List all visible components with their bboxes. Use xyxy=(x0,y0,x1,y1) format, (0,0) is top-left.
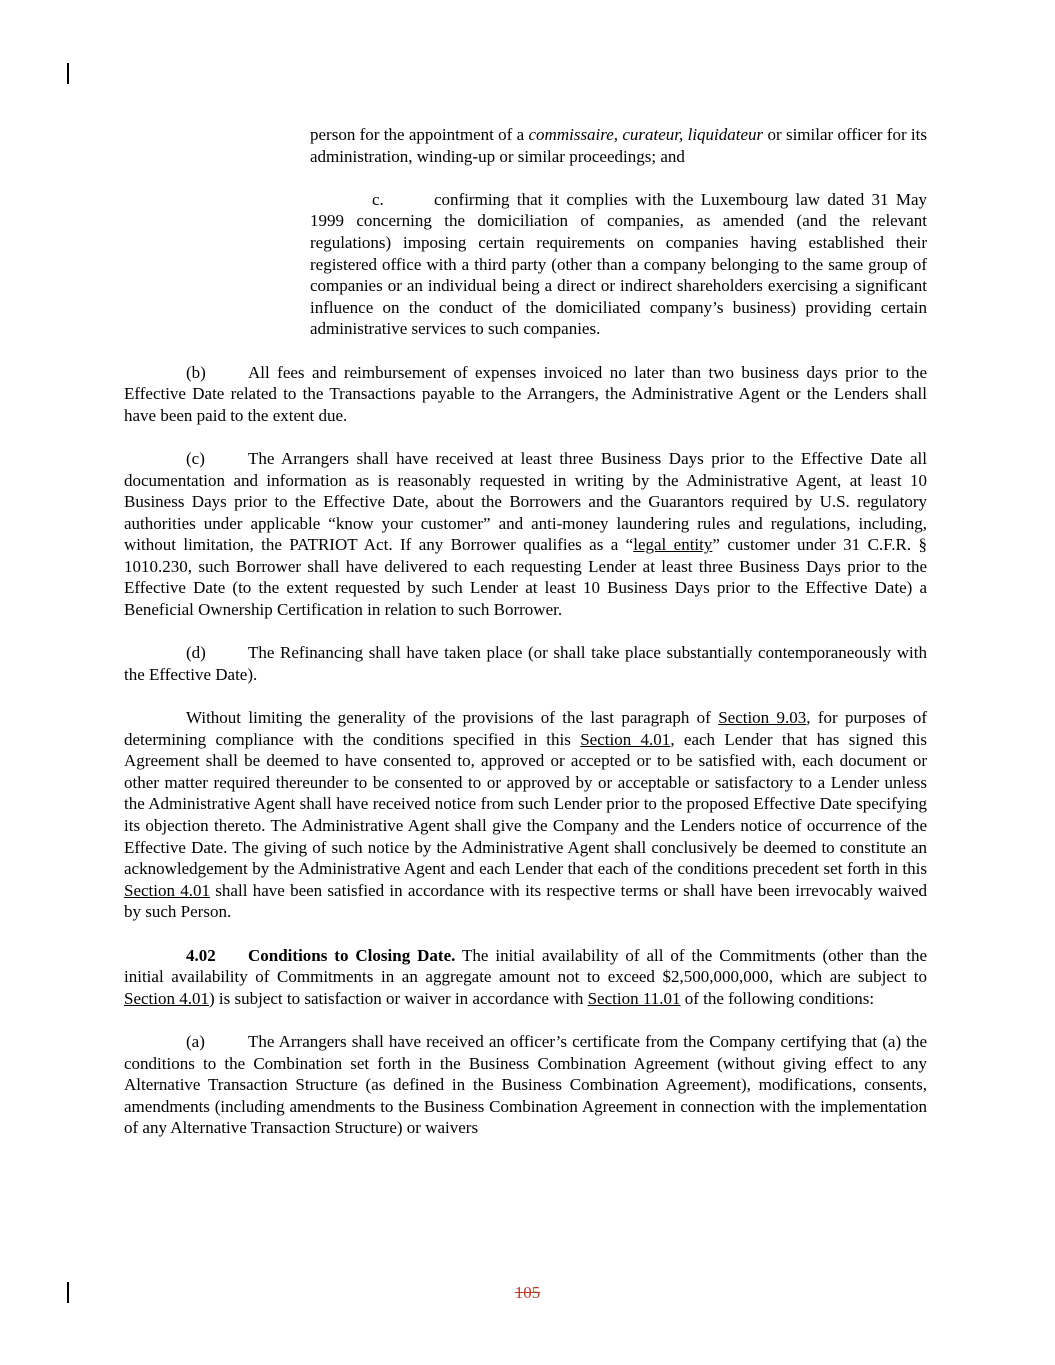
text-run: , for purposes of determining compliance with the conditions specified in this xyxy=(124,708,927,749)
section-heading: Conditions to Closing Date. xyxy=(248,945,456,965)
subclause-c-text: confirming that it complies with the Luxembourg law dated 31 May 1999 concerning the domiciliation of companies, as amended (and the relevant regulations) imposing certain requirements on companies having established their registered office with a third party (other than a company belonging to the same group of companies or an individual being a direct or indirect shareholders exercising a significant influence on the conduct of the domiciliated company’s business) providing certain administrative services to such companies. xyxy=(310,189,927,339)
section-4-02 xyxy=(124,945,927,1010)
section-reference: Section 11.01 xyxy=(587,988,681,1008)
subclause-c-label: c. xyxy=(372,189,384,209)
text-run: , each Lender that has signed this Agreement shall be deemed to have consented to, approved or accepted or to be satisfied with, each document or other matter required thereunder to be consented to or approved by or acceptable or satisfactory to a Lender unless the Administrative Agent shall have received notice from such Lender prior to the proposed Effective Date specifying its objection thereto. The Administrative Agent shall give the Company and the Lenders notice of occurrence of the Effective Date. The giving of such notice by the Administrative Agent shall conclusively be deemed to constitute an acknowledgement by the Administrative Agent and each Lender that each of the conditions precedent set forth in this xyxy=(124,729,927,879)
text-run: ) is subject to satisfaction or waiver in accordance with xyxy=(209,988,588,1008)
change-bar-top xyxy=(67,63,69,84)
text-run: or similar officer for its administration, winding-up or similar proceedings; and xyxy=(310,125,927,166)
document-body xyxy=(124,124,927,1161)
legal-entity-term: legal entity xyxy=(633,535,713,555)
text-run: The initial availability of all of the Commitments (other than the initial availability of Commitments in an aggregate amount not to exceed $2,500,000,000, which are subject to xyxy=(124,945,927,987)
text-run: The Arrangers shall have received at least three Business Days prior to the Effective Date all documentation and information as is reasonably requested in writing by the Administrative Agent, at least 10 Business Days prior to the Effective Date, about the Borrowers and the Guarantors required by U.S. regulatory authorities under applicable “know your customer” and anti-money laundering rules and regulations, including, without limitation, the PATRIOT Act. If any Borrower qualifies as a “ xyxy=(124,448,927,555)
paragraph-d-label: (d) xyxy=(186,643,206,663)
text-run: shall have been satisfied in accordance with its respective terms or shall have been irrevocably waived by such Person. xyxy=(124,880,927,922)
paragraph-without-limiting xyxy=(124,707,927,923)
section-reference: Section 9.03 xyxy=(718,708,807,728)
paragraph-c-label: (c) xyxy=(186,448,205,468)
paragraph-b-text: All fees and reimbursement of expenses invoiced no later than two business days prior to the Effective Date related to the Transactions payable to the Arrangers, the Administrative Agent or the Lenders shall have been paid to the extent due. xyxy=(124,362,927,425)
continuation-paragraph xyxy=(310,124,927,167)
section-reference: Section 4.01 xyxy=(124,988,209,1008)
paragraph-b-label: (b) xyxy=(186,362,206,382)
italic-term: commissaire, curateur, liquidateur xyxy=(528,125,764,144)
subclause-c xyxy=(310,189,927,340)
section-reference: Section 4.01 xyxy=(124,880,211,900)
text-run: of the following conditions: xyxy=(680,988,875,1008)
page-number: 105 xyxy=(514,1283,541,1302)
text-run: person for the appointment of a xyxy=(310,125,529,144)
paragraph-d-text: The Refinancing shall have taken place (or shall take place substantially contemporaneously with the Effective Date). xyxy=(124,643,927,684)
paragraph-b xyxy=(124,362,927,427)
indented-subclauses xyxy=(310,124,927,340)
section-number: 4.02 xyxy=(186,945,216,965)
paragraph-d xyxy=(124,642,927,685)
paragraph-a-text: The Arrangers shall have received an officer’s certificate from the Company certifying that (a) the conditions to the Combination set forth in the Business Combination Agreement (without giving effect to any Alternative Transaction Structure (as defined in the Business Combination Agreement), modifications, consents, amendments (including amendments to the Business Combination Agreement in connection with the implementation of any Alternative Transaction Structure) or waivers xyxy=(124,1031,927,1138)
section-reference: Section 4.01 xyxy=(580,729,671,749)
paragraph-a xyxy=(124,1031,927,1139)
paragraph-a-label: (a) xyxy=(186,1031,205,1051)
paragraph-c xyxy=(124,448,927,621)
text-run: Without limiting the generality of the provisions of the last paragraph of xyxy=(186,708,719,728)
text-run: ” customer under 31 C.F.R. § 1010.230, such Borrower shall have delivered to each requesting Lender at least three Business Days prior to the Effective Date (to the extent requested by such Lender at least 10 Business Days prior to the Effective Date) a Beneficial Ownership Certification in relation to such Borrower. xyxy=(124,535,927,620)
